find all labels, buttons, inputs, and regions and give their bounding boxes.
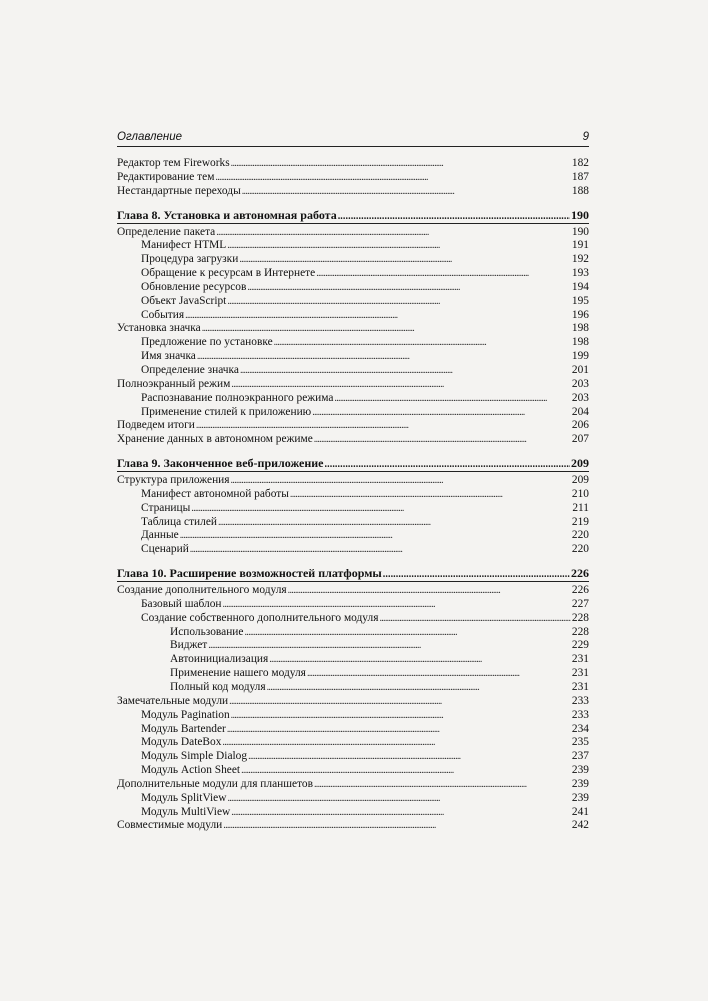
dot-leader <box>248 750 571 764</box>
dot-leader <box>231 157 571 171</box>
toc-entry-title: Модуль Simple Dialog <box>141 750 248 763</box>
dot-leader <box>338 208 570 224</box>
toc-entry-title: Применение нашего модуля <box>170 667 306 680</box>
toc-entry <box>117 474 589 488</box>
dot-leader <box>379 612 570 626</box>
header-title: Оглавление <box>117 131 182 143</box>
toc-entry <box>117 695 589 709</box>
toc-entry-title: Виджет <box>170 639 208 652</box>
toc-entry-title: Полный код модуля <box>170 681 266 693</box>
toc-entry <box>117 378 589 392</box>
dot-leader <box>242 185 571 199</box>
toc-entry-title: Замечательные модули <box>117 694 229 707</box>
toc-entry-page: 182 <box>571 157 589 169</box>
toc-entry <box>117 543 589 557</box>
toc-entry-page: 188 <box>571 184 589 197</box>
toc-entry-page: 239 <box>571 791 589 804</box>
chapter-heading <box>117 456 589 472</box>
toc-entry-page: 201 <box>571 363 589 376</box>
toc-entry-title: Использование <box>170 625 244 638</box>
toc-entry <box>117 281 589 295</box>
toc-entry-page: 199 <box>571 350 589 363</box>
toc-entry-title: Полноэкранный режим <box>117 377 231 390</box>
dot-leader <box>269 653 571 667</box>
dot-leader <box>325 456 570 472</box>
toc-entry <box>117 267 589 281</box>
toc-entry <box>117 433 589 447</box>
toc-entry <box>117 309 589 323</box>
toc-entry-page: 228 <box>571 611 589 624</box>
toc-entry-title: Применение стилей к приложению <box>141 405 312 418</box>
toc-entry-title: Имя значка <box>141 350 196 363</box>
dot-leader <box>190 543 571 557</box>
toc-entry-page: 198 <box>571 336 589 349</box>
toc-entry-title: Базовый шаблон <box>141 597 222 610</box>
toc-entry <box>117 336 589 350</box>
chapter-heading <box>117 566 589 582</box>
toc-entry-page: 206 <box>571 419 589 432</box>
dot-leader <box>208 639 571 653</box>
dot-leader <box>231 474 571 488</box>
toc-entry-title: Предложение по установке <box>141 336 273 349</box>
dot-leader <box>227 239 571 253</box>
toc-entry <box>117 364 589 378</box>
toc-entry <box>117 488 589 502</box>
toc-entry-page: 219 <box>571 515 589 528</box>
toc-entry-page: 203 <box>571 377 589 390</box>
dot-leader <box>216 226 571 240</box>
toc-entry-page: 198 <box>571 322 589 335</box>
dot-leader <box>290 488 571 502</box>
toc-entry <box>117 502 589 516</box>
toc-entry-page: 229 <box>571 639 589 652</box>
toc-entry-page: 228 <box>571 625 589 638</box>
toc-entry-title: Определение пакета <box>117 225 216 238</box>
dot-leader <box>227 792 570 806</box>
toc-entry-title: Модуль Action Sheet <box>141 764 241 777</box>
toc-entry-page: 187 <box>571 170 589 183</box>
dot-leader <box>218 516 571 530</box>
toc-entry-title: Модуль SplitView <box>141 791 227 804</box>
toc-entry <box>117 639 589 653</box>
running-header <box>117 131 589 147</box>
dot-leader <box>231 709 571 723</box>
toc-entry-title: Страницы <box>141 501 191 514</box>
toc-entry <box>117 226 589 240</box>
toc-entry-title: Определение значка <box>141 363 239 376</box>
toc-entry <box>117 778 589 792</box>
toc-entry <box>117 392 589 406</box>
dot-leader <box>288 584 571 598</box>
dot-leader <box>215 171 570 185</box>
toc-entry-title: Автоинициализация <box>170 653 269 666</box>
toc-entry <box>117 598 589 612</box>
toc-entry <box>117 806 589 820</box>
toc-entry-title: Манифест автономной работы <box>141 487 289 500</box>
toc-entry-page: 190 <box>571 225 589 238</box>
toc-entry-title: Объект JavaScript <box>141 294 227 307</box>
chapter-heading-title: Глава 8. Установка и автономная работа <box>117 207 337 222</box>
toc-entry-title: Хранение данных в автономном режиме <box>117 433 313 446</box>
toc-entry <box>117 406 589 420</box>
toc-entry-title: Установка значка <box>117 322 201 335</box>
toc-entry <box>117 792 589 806</box>
dot-leader <box>267 681 571 695</box>
toc-entry <box>117 185 589 199</box>
dot-leader <box>316 267 571 281</box>
toc-entry-page: 209 <box>571 474 589 487</box>
toc-entry-title: События <box>141 308 185 321</box>
toc-entry-title: Данные <box>141 529 179 542</box>
dot-leader <box>274 336 571 350</box>
toc-entry-page: 237 <box>571 750 589 763</box>
toc-entry <box>117 681 589 695</box>
toc-entry <box>117 653 589 667</box>
toc-entry-title: Дополнительные модули для планшетов <box>117 777 313 790</box>
chapter-heading-title: Глава 9. Законченное веб-приложение <box>117 456 324 471</box>
dot-leader <box>312 406 571 420</box>
dot-leader <box>231 806 571 820</box>
toc-entry <box>117 157 589 171</box>
toc-entry <box>117 529 589 543</box>
dot-leader <box>244 626 570 640</box>
toc-entry-page: 192 <box>571 253 589 266</box>
toc-entry-title: Процедура загрузки <box>141 253 239 266</box>
dot-leader <box>227 723 571 737</box>
toc-entry-page: 242 <box>571 819 589 832</box>
toc-entry-page: 233 <box>571 694 589 707</box>
toc-entry-page: 204 <box>571 405 589 418</box>
dot-leader <box>196 419 571 433</box>
toc-entry-title: Распознавание полноэкранного режима <box>141 391 334 404</box>
toc-entry-page: 239 <box>571 764 589 777</box>
toc-entry-page: 235 <box>571 736 589 749</box>
chapter-heading <box>117 208 589 224</box>
toc-entry-page: 193 <box>571 267 589 280</box>
toc-entry-page: 233 <box>571 708 589 721</box>
toc-entry-page: 231 <box>571 667 589 680</box>
toc-entry-page: 191 <box>571 239 589 252</box>
dot-leader <box>241 764 571 778</box>
toc-entry-page: 239 <box>571 777 589 790</box>
toc-entry <box>117 764 589 778</box>
toc-entry-page: 226 <box>571 584 589 597</box>
toc-entry <box>117 239 589 253</box>
toc-entry-title: Структура приложения <box>117 474 230 487</box>
page-number: 9 <box>582 131 589 143</box>
toc-entry-page: 203 <box>571 391 589 404</box>
dot-leader <box>247 281 571 295</box>
toc-entry-page: 207 <box>571 433 589 446</box>
dot-leader <box>191 502 571 516</box>
dot-leader <box>223 598 571 612</box>
toc-entry-page: 195 <box>571 294 589 307</box>
dot-leader <box>202 322 571 336</box>
toc-entry-title: Манифест HTML <box>141 239 227 252</box>
dot-leader <box>231 378 571 392</box>
dot-leader <box>334 392 570 406</box>
toc-entry-page: 227 <box>571 597 589 610</box>
dot-leader <box>229 695 571 709</box>
dot-leader <box>222 736 570 750</box>
toc-entry-title: Редактор тем Fireworks <box>117 157 230 169</box>
toc-entry-page: 241 <box>571 805 589 818</box>
toc-entry <box>117 419 589 433</box>
dot-leader <box>240 364 571 378</box>
toc-entry <box>117 736 589 750</box>
toc-entry-title: Модуль DateBox <box>141 736 222 749</box>
chapter-heading-page: 226 <box>571 566 589 581</box>
toc-entry <box>117 253 589 267</box>
toc-entry-title: Создание собственного дополнительного модуля <box>141 611 379 624</box>
chapter-heading-title: Глава 10. Расширение возможностей платформы <box>117 566 382 581</box>
toc-entry-page: 231 <box>571 681 589 693</box>
toc-entry-title: Таблица стилей <box>141 515 217 528</box>
dot-leader <box>239 253 571 267</box>
dot-leader <box>314 778 571 792</box>
dot-leader <box>180 529 571 543</box>
toc-entry-page: 196 <box>571 308 589 321</box>
toc-entry-title: Подведем итоги <box>117 419 195 432</box>
toc-entry <box>117 709 589 723</box>
toc-entry-title: Модуль MultiView <box>141 805 231 818</box>
dot-leader <box>227 295 571 309</box>
toc-entry-title: Совместимые модули <box>117 819 223 832</box>
toc-entry-title: Обращение к ресурсам в Интернете <box>141 267 316 280</box>
table-of-contents <box>117 157 589 833</box>
toc-entry-title: Модуль Pagination <box>141 708 230 721</box>
toc-entry <box>117 819 589 833</box>
dot-leader <box>223 819 571 833</box>
dot-leader <box>197 350 571 364</box>
toc-entry-title: Нестандартные переходы <box>117 184 241 197</box>
toc-entry-title: Обновление ресурсов <box>141 280 247 293</box>
dot-leader <box>307 667 571 681</box>
toc-entry-page: 231 <box>571 653 589 666</box>
toc-entry-page: 220 <box>571 529 589 542</box>
toc-entry <box>117 750 589 764</box>
toc-entry <box>117 723 589 737</box>
chapter-heading-page: 209 <box>571 456 589 471</box>
toc-entry <box>117 322 589 336</box>
dot-leader <box>185 309 571 323</box>
toc-entry-title: Редактирование тем <box>117 170 215 183</box>
toc-entry <box>117 171 589 185</box>
toc-entry-title: Сценарий <box>141 543 189 556</box>
dot-leader <box>314 433 571 447</box>
toc-entry-page: 211 <box>572 501 589 514</box>
chapter-heading-page: 190 <box>571 207 589 222</box>
toc-entry <box>117 295 589 309</box>
toc-entry-title: Модуль Bartender <box>141 722 226 735</box>
toc-entry-page: 220 <box>571 543 589 556</box>
toc-entry-page: 194 <box>571 280 589 293</box>
toc-entry <box>117 667 589 681</box>
toc-entry <box>117 516 589 530</box>
toc-entry <box>117 350 589 364</box>
toc-entry <box>117 612 589 626</box>
toc-entry <box>117 584 589 598</box>
dot-leader <box>383 566 570 582</box>
toc-entry-page: 234 <box>571 722 589 735</box>
toc-entry-page: 210 <box>571 487 589 500</box>
toc-entry-title: Создание дополнительного модуля <box>117 584 287 597</box>
toc-entry <box>117 626 589 640</box>
